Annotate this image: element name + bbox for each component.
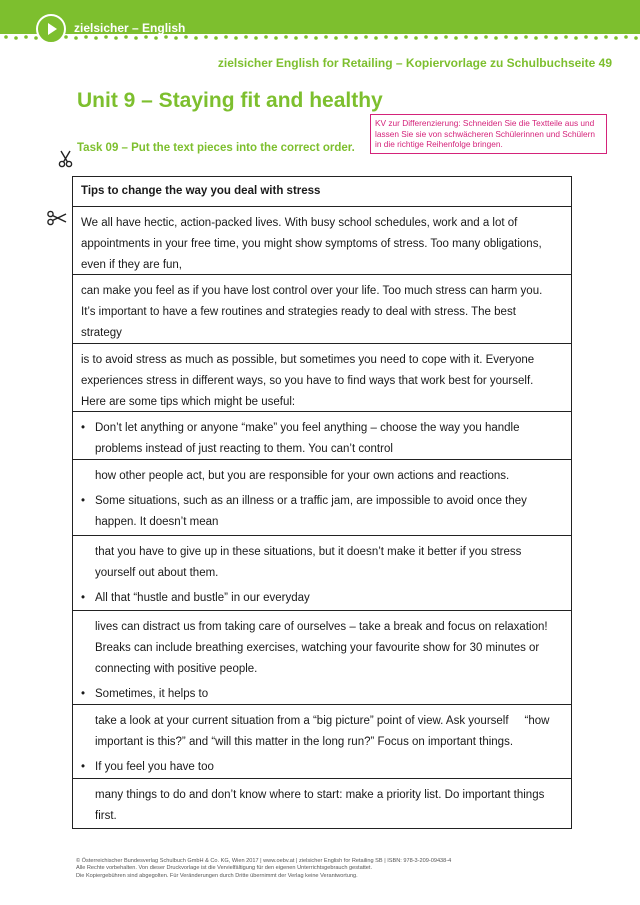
text-piece[interactable] [73, 206, 571, 274]
bullet: • [81, 422, 86, 434]
text-piece[interactable] [73, 610, 571, 704]
text-piece[interactable] [73, 778, 571, 828]
text-piece[interactable] [73, 411, 571, 459]
bullet: • [81, 688, 86, 700]
footer-line: © Österreichischer Bundesverlag Schulbuch GmbH & Co. KG, Wien 2017 | www.oebv.at | zielsicher English for Retailing SB | ISBN: 978-3-209-09438-4 [76, 858, 452, 864]
text-line: is to avoid stress as much as possible, but sometimes you need to cope with it. Everyone [81, 354, 535, 366]
scissors-icon [58, 150, 74, 168]
text-piece[interactable] [73, 274, 571, 343]
play-icon [38, 16, 64, 42]
text-line: It’s important to have a few routines and strategies ready to deal with stress. The best [81, 306, 516, 318]
text-line: Sometimes, it helps to [95, 688, 209, 700]
text-line: can make you feel as if you have lost control over your life. Too much stress can harm you. [81, 285, 543, 297]
text-piece[interactable] [73, 459, 571, 535]
text-line: how other people act, but you are responsible for your own actions and reactions. [95, 470, 510, 482]
logo [36, 14, 66, 44]
footer-line: Die Kopiergebühren sind abgegolten. Für Veränderungen durch Dritte übernimmt der Verlag keine Verantwortung. [76, 872, 358, 879]
text-piece[interactable] [73, 535, 571, 610]
text-line: important is this?” and “will this matter in the long run?” Focus on important things. [95, 736, 514, 748]
text-line: first. [95, 810, 117, 822]
text-line: All that “hustle and bustle” in our everyday [95, 592, 310, 604]
differentiation-note: KV zur Differenzierung: Schneiden Sie die Textteile aus und lassen Sie sie von schwächeren Schülerinnen und Schülern in die richtige Reihenfolge bringen. [370, 114, 607, 154]
text-line: take a look at your current situation from a “big picture” point of view. Ask yourself “how [95, 715, 550, 727]
text-line: Breaks can include breathing exercises, watching your favourite show for 30 minutes or [95, 642, 540, 654]
text-line: happen. It doesn’t mean [95, 516, 219, 528]
bullet: • [81, 495, 86, 507]
page-title: Unit 9 – Staying fit and healthy [77, 89, 383, 112]
text-piece[interactable] [73, 343, 571, 411]
text-line: We all have hectic, action-packed lives. With busy school schedules, work and a lot of [81, 217, 518, 229]
text-line: appointments in your free time, you might show symptoms of stress. Too many obligations, [81, 238, 542, 250]
table-heading: Tips to change the way you deal with stress [81, 185, 321, 197]
text-line: connecting with positive people. [95, 663, 258, 675]
text-line: Here are some tips which might be useful: [81, 396, 296, 408]
bullet: • [81, 761, 86, 773]
text-line: yourself out about them. [95, 567, 219, 579]
text-line: strategy [81, 327, 122, 339]
scissors-icon [47, 210, 67, 226]
text-line: experiences stress in different ways, so you have to find ways that work best for yourself. [81, 375, 534, 387]
text-line: many things to do and don’t know where to start: make a priority list. Do important things [95, 789, 545, 801]
text-line: lives can distract us from taking care of ourselves – take a break and focus on relaxation! [95, 621, 548, 633]
text-line: problems instead of just reacting to them. You can’t control [95, 443, 393, 455]
footer-line: Alle Rechte vorbehalten. Von dieser Druckvorlage ist die Vervielfältigung für den eigenen Unterrichtsgebrauch gestattet. [76, 865, 373, 872]
text-line: If you feel you have too [95, 761, 214, 773]
text-line: that you have to give up in these situations, but it doesn’t make it better if you stress [95, 546, 522, 558]
text-pieces-table [72, 176, 572, 829]
copyright-footer [76, 858, 576, 880]
text-line: Some situations, such as an illness or a traffic jam, are impossible to avoid once they [95, 495, 527, 507]
logo-text: zielsicher – English [74, 21, 186, 35]
task-instruction: Task 09 – Put the text pieces into the correct order. [77, 142, 355, 154]
running-header: zielsicher English for Retailing – Kopiervorlage zu Schulbuchseite 49 [217, 56, 612, 70]
bullet: • [81, 592, 86, 604]
text-line: even if they are fun, [81, 259, 183, 271]
text-piece[interactable] [73, 704, 571, 778]
text-line: Don’t let anything or anyone “make” you feel anything – choose the way you handle [95, 422, 520, 434]
